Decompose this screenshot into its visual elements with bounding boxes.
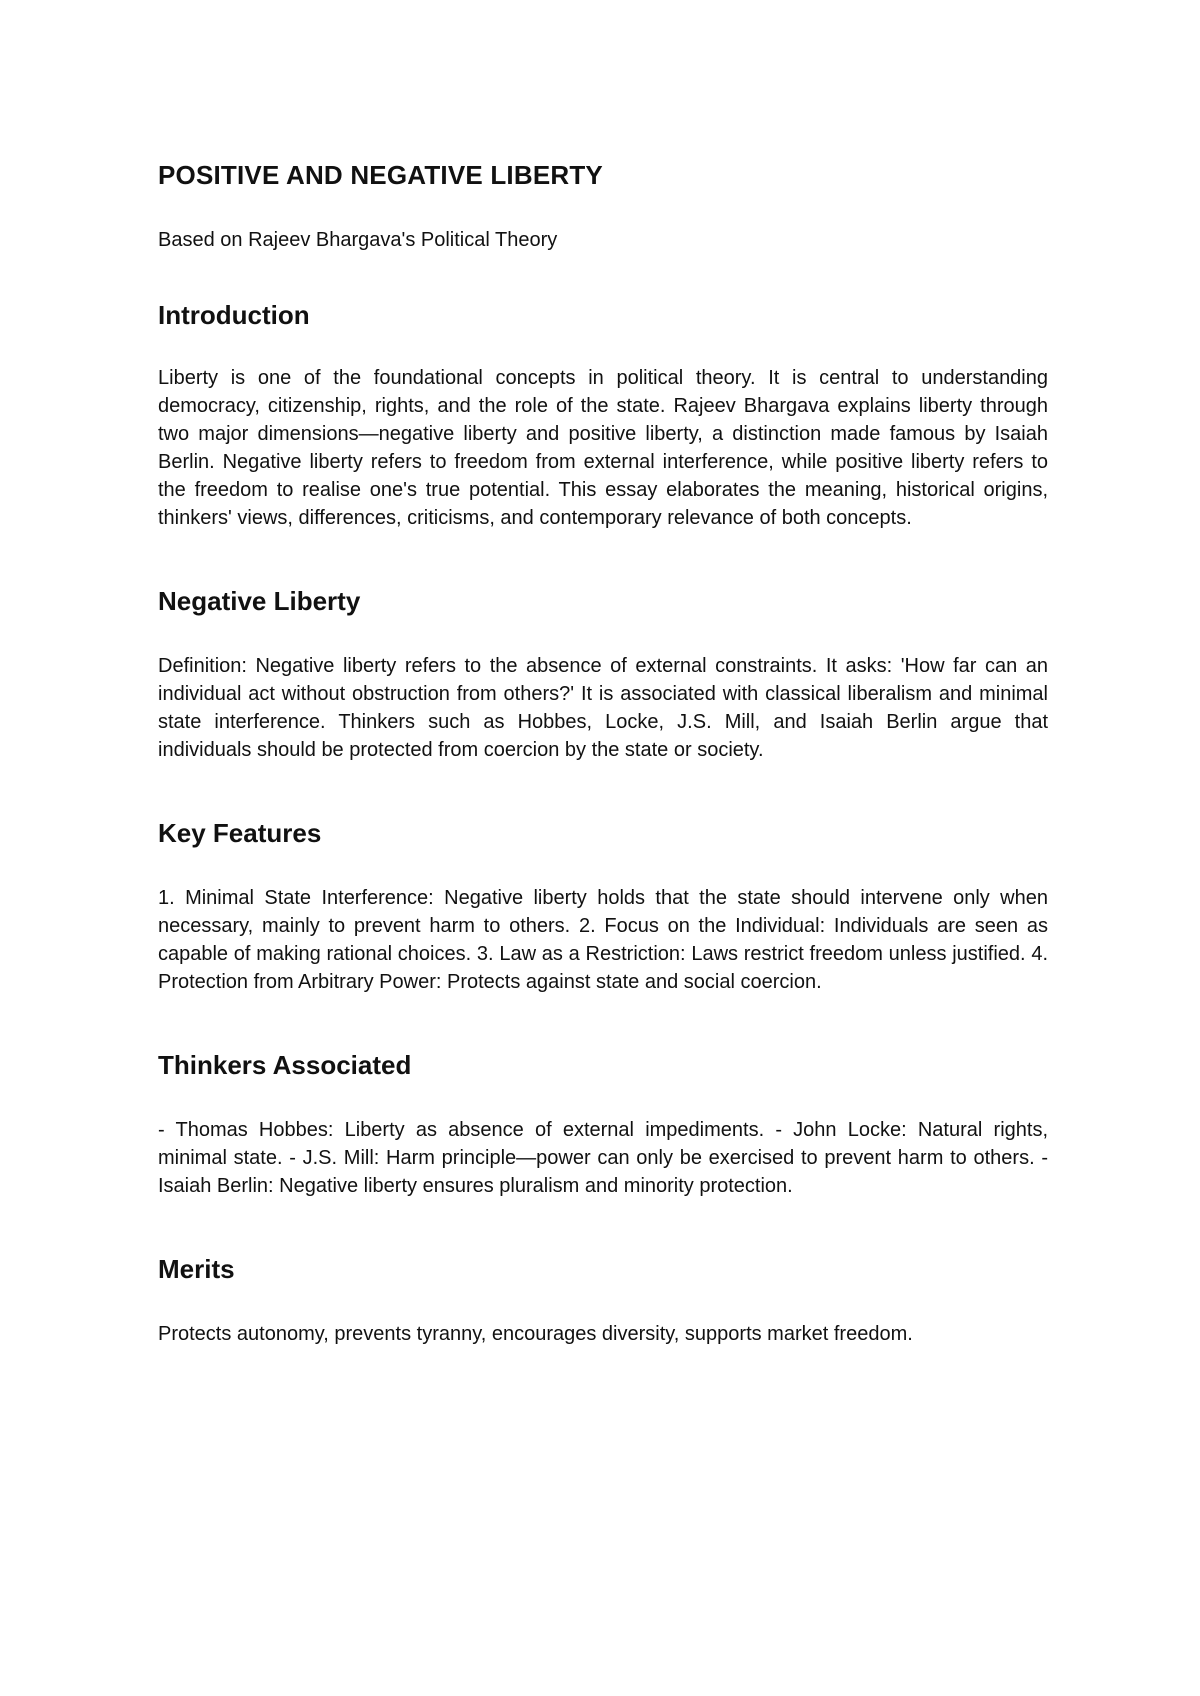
page-subtitle: Based on Rajeev Bhargava's Political Theory [158, 229, 558, 251]
section-body-negative-liberty: Definition: Negative liberty refers to the absence of external constraints. It asks: 'How far can an individual act without obstruction from others?' It is associated with classical liberalism and minimal state interference. Thinkers such as Hobbes, Locke, J.S. Mill, and Isaiah Berlin argue that individuals should be protected from coercion by the state or society. [158, 655, 1048, 761]
section-heading-key-features: Key Features [158, 818, 322, 848]
section-heading-merits: Merits [158, 1254, 235, 1284]
section-heading-thinkers-associated: Thinkers Associated [158, 1050, 412, 1080]
section-body-merits: Protects autonomy, prevents tyranny, encourages diversity, supports market freedom. [158, 1323, 913, 1345]
document-body [158, 158, 1048, 1348]
section-body-thinkers-associated: - Thomas Hobbes: Liberty as absence of external impediments. - John Locke: Natural rights, minimal state. - J.S. Mill: Harm principle—power can only be exercised to prevent harm to others. - Isaiah Berlin: Negative liberty ensures pluralism and minority protection. [158, 1119, 1048, 1197]
section-body-introduction: Liberty is one of the foundational concepts in political theory. It is central to understanding democracy, citizenship, rights, and the role of the state. Rajeev Bhargava explains liberty through two major dimensions—negative liberty and positive liberty, a distinction made famous by Isaiah Berlin. Negative liberty refers to freedom from external interference, while positive liberty refers to the freedom to realise one's true potential. This essay elaborates the meaning, historical origins, thinkers' views, differences, criticisms, and contemporary relevance of both concepts. [158, 367, 1048, 529]
section-heading-introduction: Introduction [158, 300, 310, 330]
page-title: POSITIVE AND NEGATIVE LIBERTY [158, 160, 603, 190]
section-heading-negative-liberty: Negative Liberty [158, 586, 361, 616]
section-body-key-features: 1. Minimal State Interference: Negative liberty holds that the state should intervene only when necessary, mainly to prevent harm to others. 2. Focus on the Individual: Individuals are seen as capable of making rational choices. 3. Law as a Restriction: Laws restrict freedom unless justified. 4. Protection from Arbitrary Power: Protects against state and social coercion. [158, 887, 1048, 993]
